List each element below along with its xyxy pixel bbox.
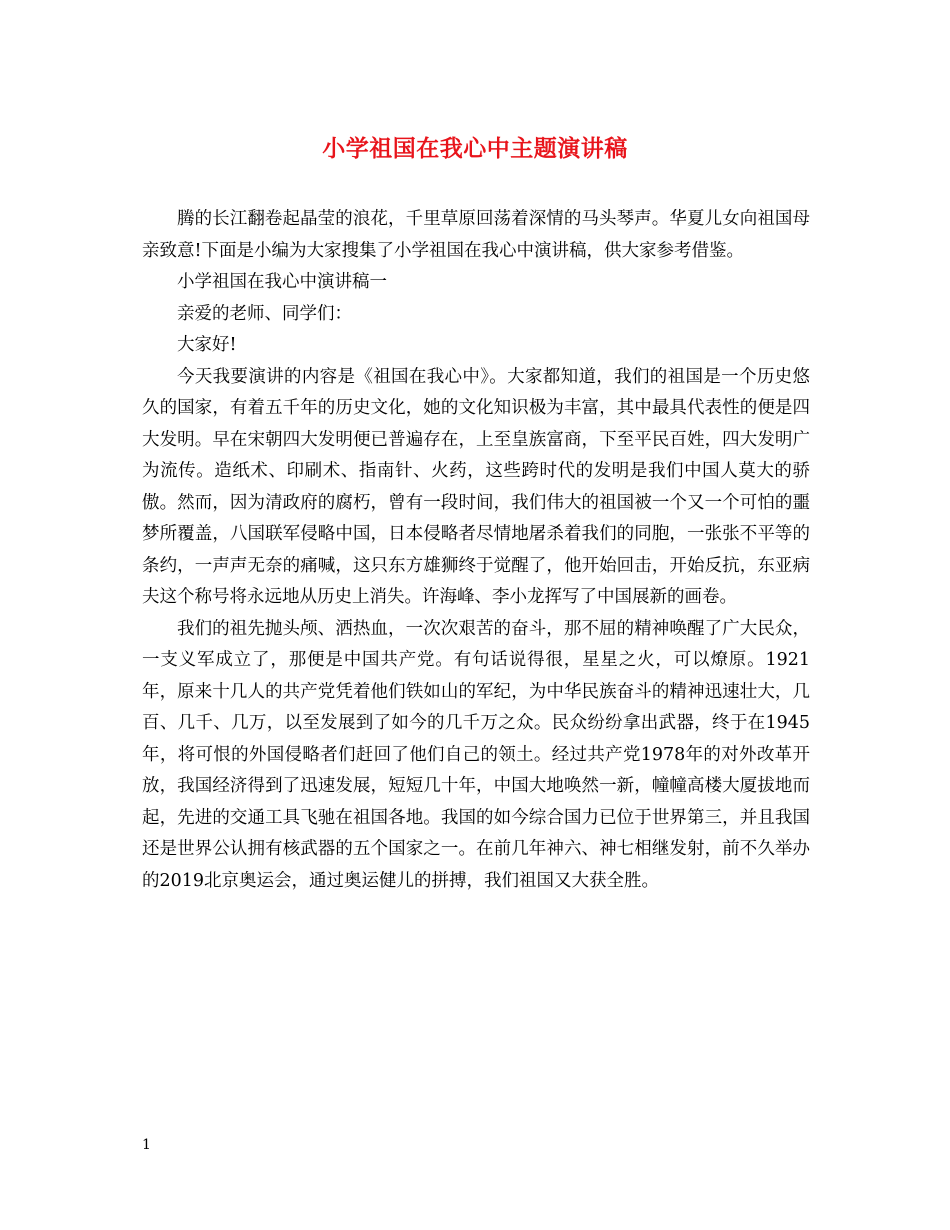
document-body xyxy=(142,204,810,897)
intro-paragraph: 腾的长江翻卷起晶莹的浪花，千里草原回荡着深情的马头琴声。华夏儿女向祖国母亲致意!下面是小编为大家搜集了小学祖国在我心中演讲稿，供大家参考借鉴。 xyxy=(142,209,810,261)
page-number: 1 xyxy=(142,1137,151,1153)
document-title: 小学祖国在我心中主题演讲稿 xyxy=(322,135,628,162)
greeting: 大家好! xyxy=(177,335,237,355)
section-heading: 小学祖国在我心中演讲稿一 xyxy=(177,272,387,292)
body-paragraph: 今天我要演讲的内容是《祖国在我心中》。大家都知道，我们的祖国是一个历史悠久的国家，有着五千年的历史文化，她的文化知识极为丰富，其中最具代表性的便是四大发明。早在宋朝四大发明便已普遍存在，上至皇族富商，下至平民百姓，四大发明广为流传。造纸术、印刷术、指南针、火药，这些跨时代的发明是我们中国人莫大的骄傲。然而，因为清政府的腐朽，曾有一段时间，我们伟大的祖国被一个又一个可怕的噩梦所覆盖，八国联军侵略中国，日本侵略者尽情地屠杀着我们的同胞，一张张不平等的条约，一声声无奈的痛喊，这只东方雄狮终于觉醒了，他开始回击，开始反抗，东亚病夫这个称号将永远地从历史上消失。许海峰、李小龙挥写了中国展新的画卷。 xyxy=(142,366,810,607)
body-paragraph: 我们的祖先抛头颅、洒热血，一次次艰苦的奋斗，那不屈的精神唤醒了广大民众，一支义军成立了，那便是中国共产党。有句话说得很，星星之火，可以燎原。1921年，原来十几人的共产党凭着他们铁如山的军纪，为中华民族奋斗的精神迅速壮大，几百、几千、几万，以至发展到了如今的几千万之众。民众纷纷拿出武器，终于在1945年，将可恨的外国侵略者们赶回了他们自己的领土。经过共产党1978年的对外改革开放，我国经济得到了迅速发展，短短几十年，中国大地唤然一新，幢幢高楼大厦拔地而起，先进的交通工具飞驰在祖国各地。我国的如今综合国力已位于世界第三，并且我国还是世界公认拥有核武器的五个国家之一。在前几年神六、神七相继发射，前不久举办的2019北京奥运会，通过奥运健儿的拼搏，我们祖国又大获全胜。 xyxy=(142,618,810,891)
salutation: 亲爱的老师、同学们： xyxy=(177,303,352,324)
